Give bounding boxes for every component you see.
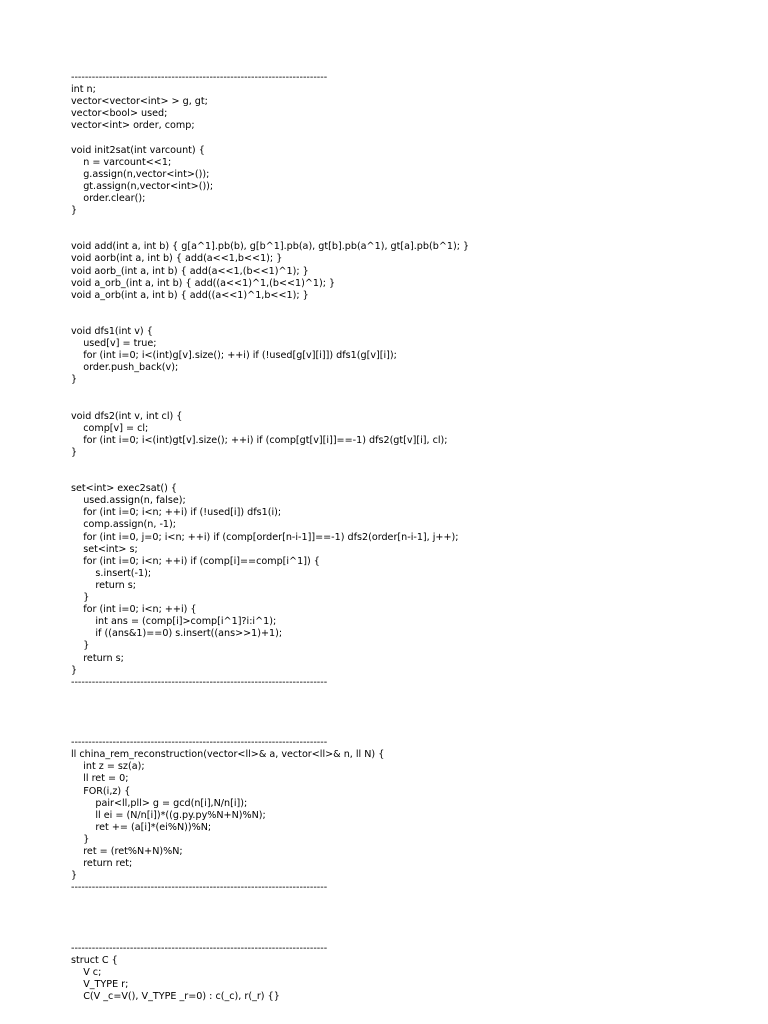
code-line xyxy=(71,132,751,144)
code-line xyxy=(71,906,751,918)
code-line: } xyxy=(71,446,78,458)
code-line: void a_orb_(int a, int b) { add((a<<1)^1,(b<<1)^1); } xyxy=(71,277,336,289)
code-line: void init2sat(int varcount) { xyxy=(71,144,205,156)
code-line: set<int> exec2sat() { xyxy=(71,483,177,495)
code-line: void a_orb(int a, int b) { add((a<<1)^1,b<<1); } xyxy=(71,289,309,301)
code-line: g.assign(n,vector<int>()); xyxy=(71,168,210,180)
code-line xyxy=(71,919,751,931)
code-line xyxy=(71,459,751,471)
code-line xyxy=(71,217,751,229)
code-line: struct C { xyxy=(71,954,118,966)
code-line: for (int i=0, j=0; i<n; ++i) if (comp[order[n-i-1]]==-1) dfs2(order[n-i-1], j++); xyxy=(71,531,459,543)
code-line: ll china_rem_reconstruction(vector<ll>& a, vector<ll>& n, ll N) { xyxy=(71,749,385,761)
code-line: } xyxy=(71,664,78,676)
code-line xyxy=(71,229,751,241)
code-line: } xyxy=(71,205,78,217)
code-line: void add(int a, int b) { g[a^1].pb(b), g[b^1].pb(a), gt[b].pb(a^1), gt[a].pb(b^1); } xyxy=(71,241,470,253)
code-line xyxy=(71,386,751,398)
code-line: C(V _c=V(), V_TYPE _r=0) : c(_c), r(_r) {} xyxy=(71,991,280,1003)
code-line: -------------------------------------------------------------------------- xyxy=(71,882,328,894)
code-line: int ans = (comp[i]>comp[i^1]?i:i^1); xyxy=(71,616,277,628)
code-line: void dfs1(int v) { xyxy=(71,325,153,337)
code-line: vector<int> order, comp; xyxy=(71,120,195,132)
code-line: for (int i=0; i<n; ++i) if (comp[i]==comp[i^1]) { xyxy=(71,555,320,567)
code-line: order.clear(); xyxy=(71,192,146,204)
code-line: } xyxy=(71,833,90,845)
code-line xyxy=(71,471,751,483)
code-line: vector<vector<int> > g, gt; xyxy=(71,96,208,108)
code-line: -------------------------------------------------------------------------- xyxy=(71,942,328,954)
code-line: } xyxy=(71,374,78,386)
code-line: return s; xyxy=(71,579,137,591)
code-line: n = varcount<<1; xyxy=(71,156,172,168)
code-line: -------------------------------------------------------------------------- xyxy=(71,72,328,83)
code-line xyxy=(71,689,751,701)
code-line: void aorb(int a, int b) { add(a<<1,b<<1); } xyxy=(71,253,283,265)
code-line: gt.assign(n,vector<int>()); xyxy=(71,180,214,192)
code-line: FOR(i,z) { xyxy=(71,785,131,797)
code-line: comp.assign(n, -1); xyxy=(71,519,177,531)
code-line xyxy=(71,314,751,326)
code-line: set<int> s; xyxy=(71,543,138,555)
code-line: V c; xyxy=(71,966,102,978)
code-line: ll ei = (N/n[i])*((g.py.py%N+N)%N); xyxy=(71,809,266,821)
code-line: int z = sz(a); xyxy=(71,761,145,773)
code-line: ll ret = 0; xyxy=(71,773,129,785)
code-line: } xyxy=(71,870,78,882)
code-line: ret += (a[i]*(ei%N))%N; xyxy=(71,821,212,833)
code-line xyxy=(71,701,751,713)
code-line: } xyxy=(71,592,90,604)
code-line xyxy=(71,725,751,737)
code-line: pair<ll,pll> g = gcd(n[i],N/n[i]); xyxy=(71,797,248,809)
code-line: -------------------------------------------------------------------------- xyxy=(71,676,328,688)
code-line: vector<bool> used; xyxy=(71,108,168,120)
code-line: comp[v] = cl; xyxy=(71,422,149,434)
code-line: return s; xyxy=(71,652,124,664)
code-line xyxy=(71,713,751,725)
code-line: for (int i=0; i<n; ++i) if (!used[i]) dfs1(i); xyxy=(71,507,282,519)
code-line: used[v] = true; xyxy=(71,338,157,350)
code-line: int n; xyxy=(71,84,96,96)
code-line xyxy=(71,894,751,906)
code-line: return ret; xyxy=(71,858,133,870)
code-line: -------------------------------------------------------------------------- xyxy=(71,737,328,749)
code-line: used.assign(n, false); xyxy=(71,495,186,507)
code-line: for (int i=0; i<n; ++i) { xyxy=(71,604,197,616)
code-line: order.push_back(v); xyxy=(71,362,179,374)
code-line: ret = (ret%N+N)%N; xyxy=(71,846,183,857)
code-line xyxy=(71,302,751,314)
code-listing xyxy=(71,72,751,1003)
code-line: for (int i=0; i<(int)g[v].size(); ++i) if (!used[g[v][i]]) dfs1(g[v][i]); xyxy=(71,350,397,362)
code-line: void dfs2(int v, int cl) { xyxy=(71,410,183,422)
code-line: V_TYPE r; xyxy=(71,979,129,991)
code-line: s.insert(-1); xyxy=(71,567,152,579)
code-line: for (int i=0; i<(int)gt[v].size(); ++i) if (comp[gt[v][i]]==-1) dfs2(gt[v][i], cl); xyxy=(71,434,448,446)
code-line: if ((ans&1)==0) s.insert((ans>>1)+1); xyxy=(71,628,283,640)
code-line xyxy=(71,931,751,943)
code-line: void aorb_(int a, int b) { add(a<<1,(b<<1)^1); } xyxy=(71,265,309,277)
code-line xyxy=(71,399,751,411)
code-line: } xyxy=(71,640,90,652)
